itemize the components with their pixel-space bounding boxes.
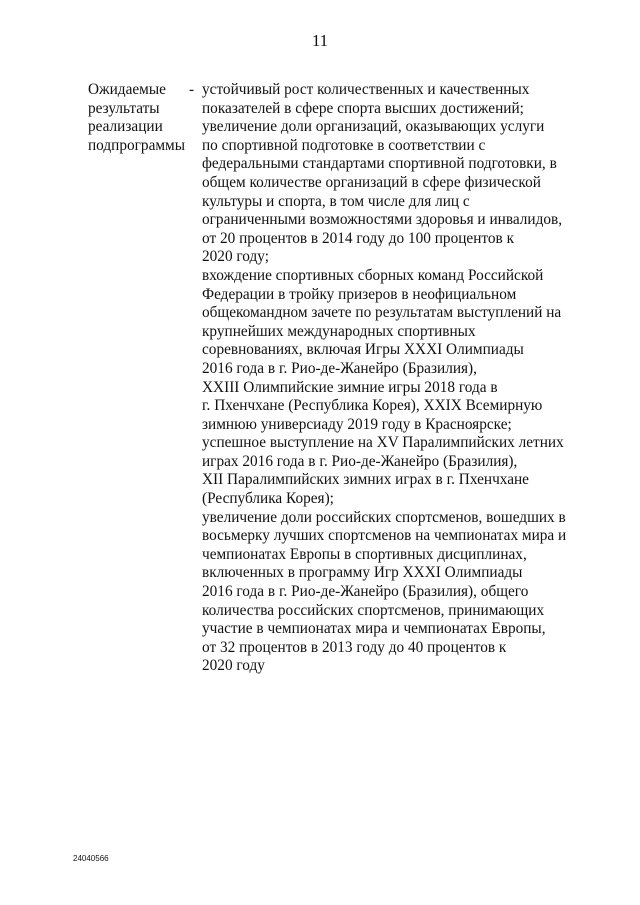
section-label-line: подпрограммы (88, 136, 186, 154)
section-label-line: результаты (88, 99, 160, 117)
content-line: общекомандном зачете по результатам выступлений на (202, 304, 562, 322)
content-line: федеральными стандартами спортивной подготовки, в (202, 155, 557, 173)
content-line: показателей в сфере спорта высших достижений; (202, 99, 524, 117)
section-label-line: Ожидаемые (88, 81, 166, 98)
content-line: 2020 году (202, 657, 265, 675)
content-line: восьмерку лучших спортсменов на чемпионатах мира и (202, 527, 567, 545)
content-line: зимнюю универсиаду 2019 году в Красноярске; (202, 415, 512, 433)
content-line: соревнованиях, включая Игры XXXI Олимпиады (202, 341, 524, 359)
content-line: увеличение доли организаций, оказывающих услуги (202, 118, 545, 136)
content-line: от 20 процентов в 2014 году до 100 процентов к (202, 229, 515, 247)
content-line: общем количестве организаций в сфере физической (202, 173, 541, 191)
content-line: чемпионатах Европы в спортивных дисциплинах, (202, 545, 527, 563)
content-line: устойчивый рост количественных и качественных (202, 81, 530, 98)
content-line: (Республика Корея); (202, 490, 334, 508)
content-line: культуры и спорта, в том числе для лиц с (202, 192, 470, 210)
content-line: Федерации в тройку призеров в неофициальном (202, 285, 517, 303)
content-line: 2016 года в г. Рио-де-Жанейро (Бразилия), (202, 359, 477, 377)
section-label (88, 81, 188, 155)
page-number: 11 (311, 31, 329, 50)
section-label-line: реализации (88, 118, 163, 136)
content-line: включенных в программу Игр XXXI Олимпиады (202, 564, 523, 582)
content-line: 2020 году; (202, 248, 269, 266)
content-line: ограниченными возможностями здоровья и инвалидов, (202, 211, 563, 229)
content-line: играх 2016 года в г. Рио-де-Жанейро (Бразилия), (202, 452, 518, 470)
content-line: увеличение доли российских спортсменов, вошедших в (202, 508, 566, 526)
content-line: количества российских спортсменов, принимающих (202, 601, 545, 619)
content-line: по спортивной подготовке в соответствии с (202, 136, 486, 154)
content-line: крупнейших международных спортивных (202, 322, 476, 340)
content-line: вхождение спортивных сборных команд Российской (202, 266, 544, 284)
content-line: успешное выступление на XV Паралимпийских летних (202, 434, 564, 452)
content-line: от 32 процентов в 2013 году до 40 процентов к (202, 638, 507, 656)
content-line: участие в чемпионатах мира и чемпионатах Европы, (202, 620, 546, 638)
content-line: г. Пхенчхане (Республика Корея), XXIX Всемирную (202, 397, 543, 415)
content-line: XII Паралимпийских зимних играх в г. Пхенчхане (202, 471, 529, 489)
list-dash: - (189, 81, 195, 98)
section-content (202, 81, 582, 676)
content-line: XXIII Олимпийские зимние игры 2018 года в (202, 378, 498, 396)
document-id: 24040566 (73, 854, 109, 863)
content-line: 2016 года в г. Рио-де-Жанейро (Бразилия), общего (202, 583, 529, 601)
